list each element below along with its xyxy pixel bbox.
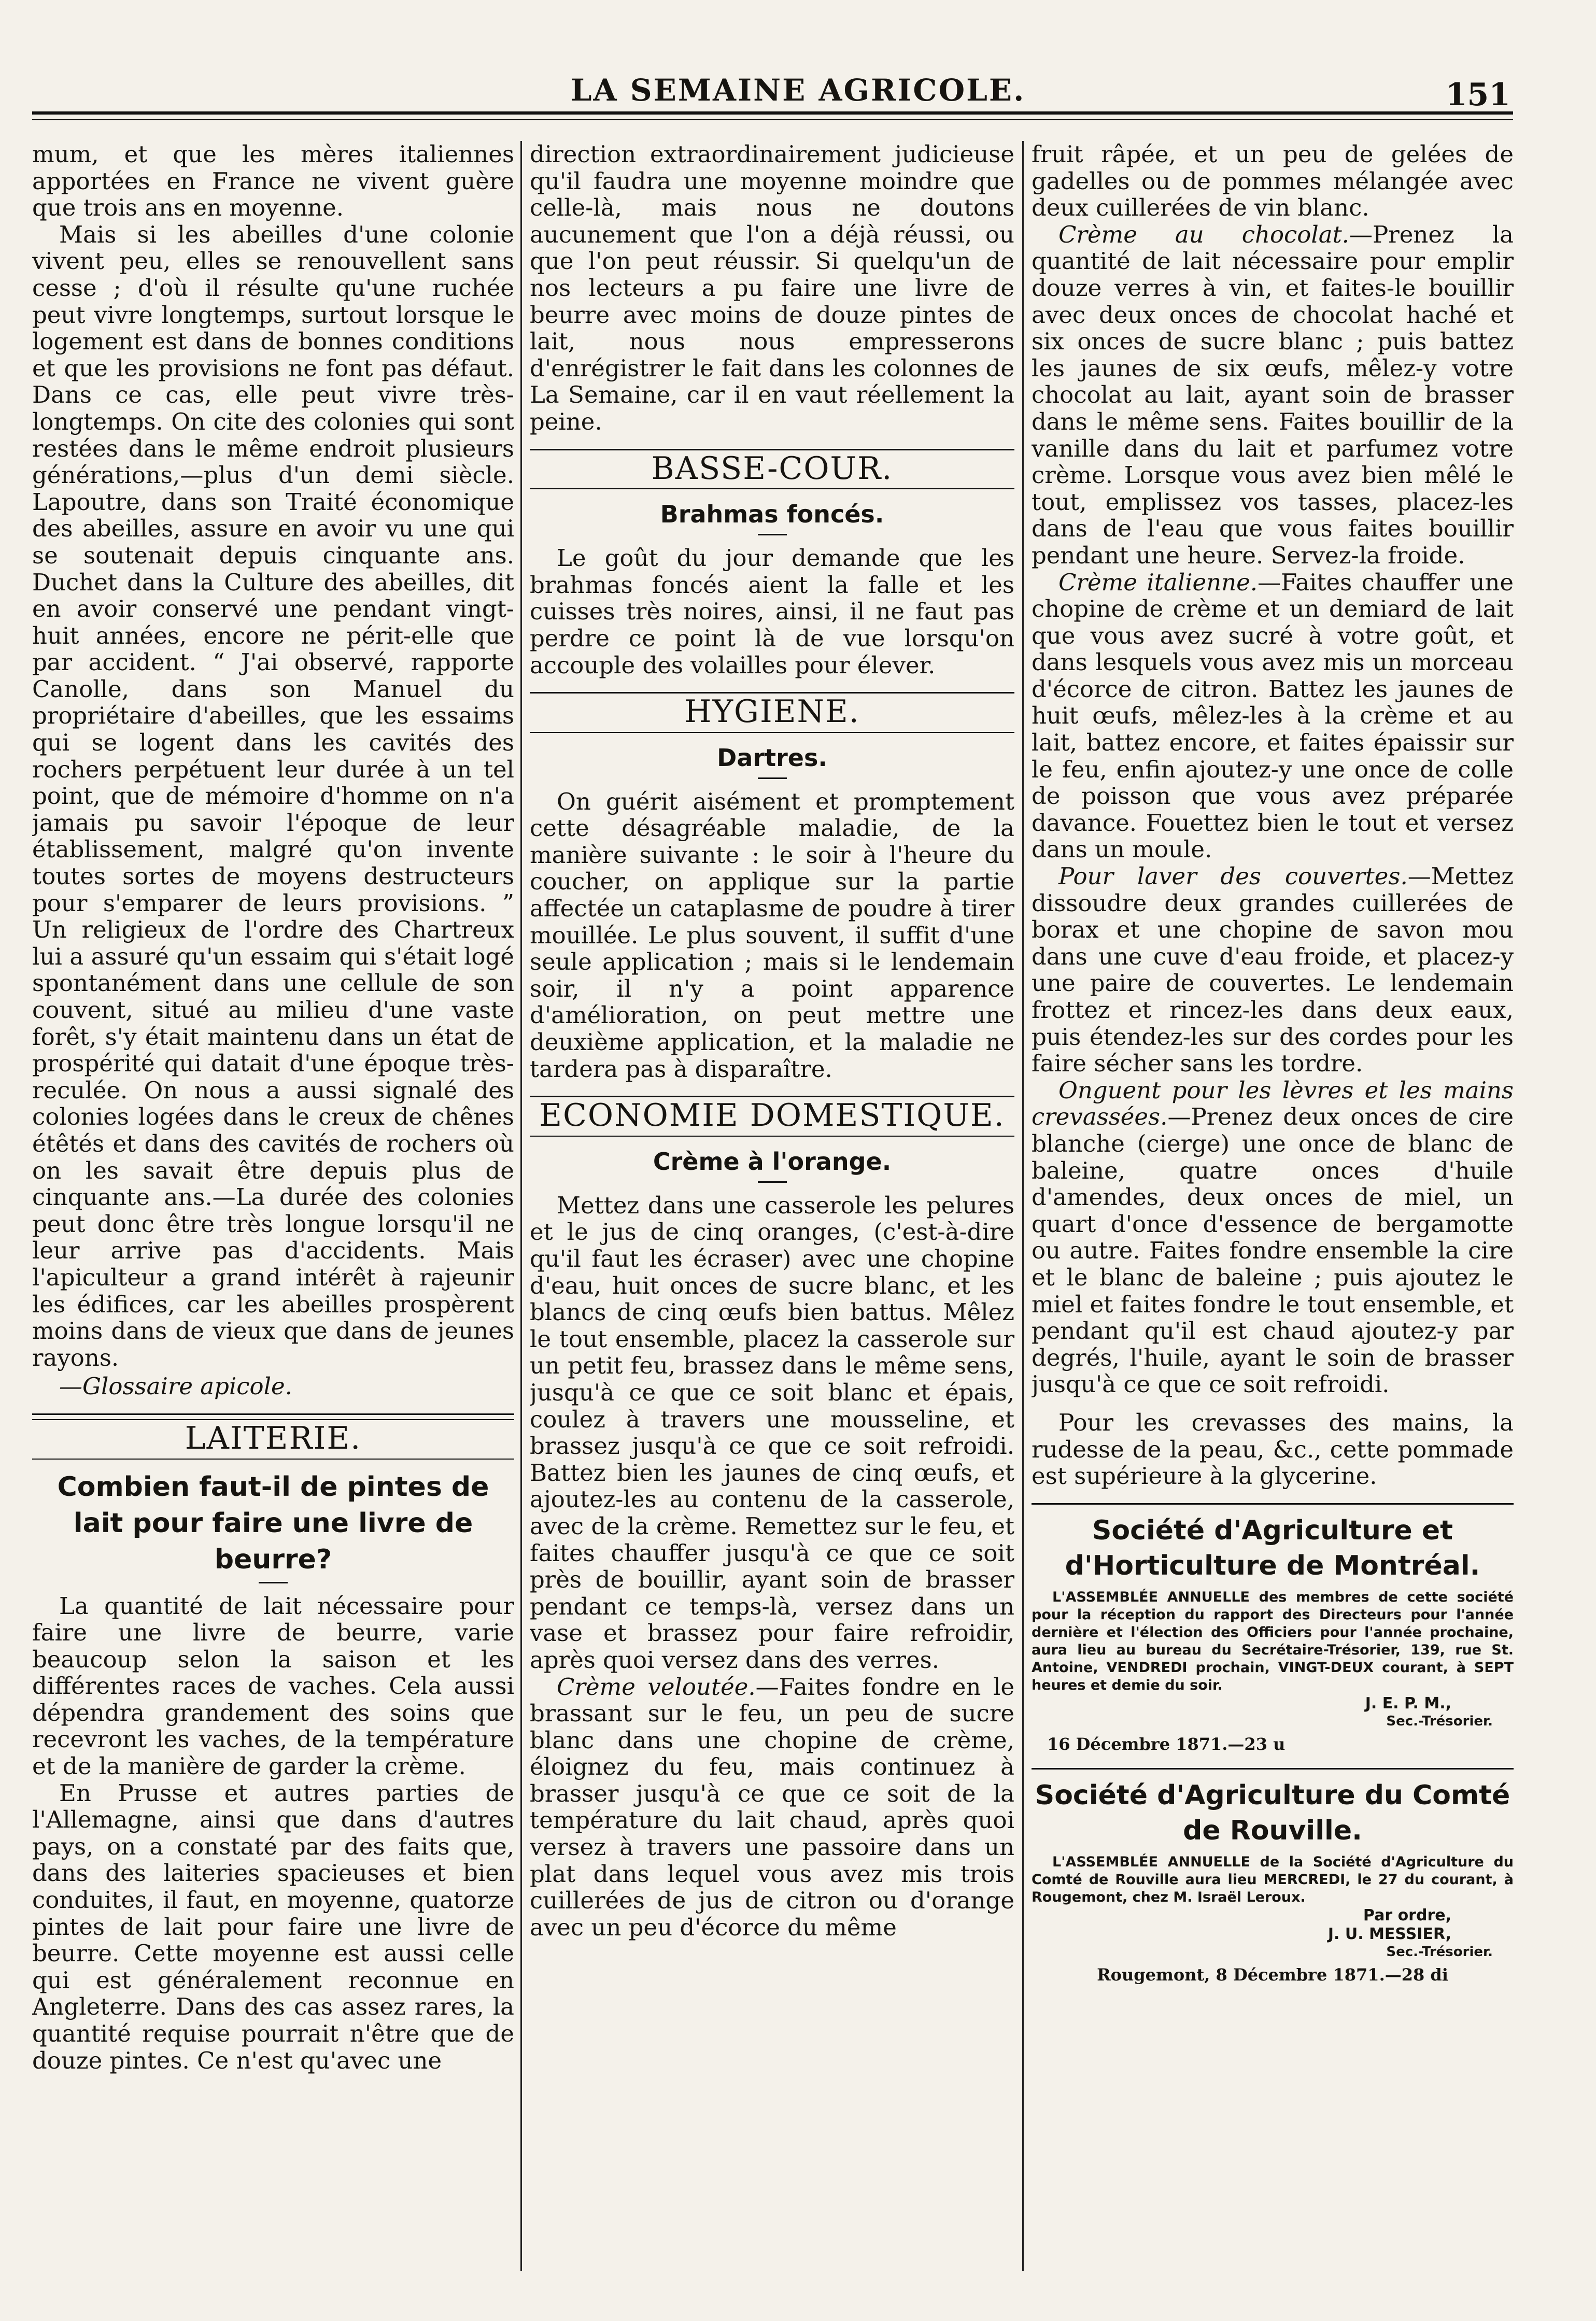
notice-body: L'ASSEMBLÉE ANNUELLE de la Société d'Agriculture du Comté de Rouville aura lieu MERCREDI, le 27 du courant, à Rougemont, chez M. Israël Leroux. (1032, 1853, 1514, 1905)
paragraph: Mettez dans une casserole les pelures et le jus de cinq oranges, (c'est-à-dire qu'il faut les écraser) avec une chopine d'eau, huit onces de sucre blanc, et les blancs de cinq œufs bien battus. Mêlez le tout ensemble, placez la casserole sur un petit feu, brassez dans le même sens, jusqu'à ce que ce soit blanc et épais, coulez à travers une mousseline, et brassez jusqu'à ce que ce soit refroidi. Battez bien les jaunes de cinq œufs, et ajoutez-les au contenu de la casserole, avec de la crème. Remettez sur le feu, et faites chauffer jusqu'à ce que ce soit près de bouillir, ayant soin de brasser pendant ce temps-là, versez dans un vase et brassez pour faire refroidir, après quoi versez dans des verres. (530, 1191, 1014, 1674)
section-title-rule (530, 1136, 1014, 1137)
notice-divider (1032, 1503, 1514, 1505)
recipe-name: Pour laver des couvertes. (1058, 862, 1408, 890)
notice-signature-name: J. U. MESSIER, (1327, 1924, 1451, 1943)
notice-title: Société d'Agriculture et d'Horticulture de Montréal. (1065, 1515, 1480, 1581)
paragraph: mum, et que les mères italiennes apportées en France ne vivent guère que trois ans en moyenne. (32, 141, 514, 222)
article-title: Brahmas foncés. (660, 500, 884, 529)
notice-divider (1032, 1768, 1514, 1770)
masthead: LA SEMAINE AGRICOLE. (570, 73, 1026, 108)
header-rule-thin (32, 119, 1513, 120)
paragraph (530, 1674, 1014, 1941)
section-divider (32, 1413, 514, 1420)
recipe-name: Crème au chocolat. (1058, 220, 1349, 248)
recipe-text: —Prenez deux onces de cire blanche (cierge) une once de blanc de baleine, quatre onces d'huile d'amendes, deux onces de miel, un quart d'once d'essence de bergamotte ou autre. Faites fondre ensemble la cire et le blanc de baleine ; puis ajoutez le miel et faites fondre le tout ensemble, et pendant qu'il est chaud ajoutez-y par degrés, l'huile, ayant le soin de brasser jusqu'à ce que ce soit refroidi. (1032, 1103, 1514, 1398)
paragraph: fruit râpée, et un peu de gelées de gadelles ou de pommes mélangée avec deux cuillerées de vin blanc. (1032, 141, 1514, 222)
recipe-text: —Prenez la quantité de lait nécessaire pour emplir douze verres à vin, et faites-le bouillir avec deux onces de chocolat haché et six onces de sucre blanc ; puis battez les jaunes de six œufs, mêlez-y votre chocolat au lait, ayant soin de brasser dans le même sens. Faites bouillir de la vanille dans du lait et parfumez votre crème. Lorsque vous avez bien mêlé le tout, emplissez vos tasses, placez-les dans de l'eau que vous faites bouillir pendant une heure. Servez-la froide. (1032, 220, 1514, 569)
notice-montreal (1032, 1513, 1514, 1754)
column-divider (1022, 141, 1024, 2271)
recipe-text: —Faites chauffer une chopine de crème et un demiard de lait que vous avez sucré à votre goût, et dans lesquels vous avez mis un morceau d'écorce de citron. Battez les jaunes de huit œufs, mêlez-les à la crème et au lait, battez encore, et faites épaissir sur le feu, enfin ajoutez-y une once de colle de poisson que vous avez préparée davance. Fouettez bien le tout et versez dans un moule. (1032, 568, 1514, 864)
page-number: 151 (1445, 77, 1510, 113)
column-1 (32, 141, 514, 2292)
notice-title: Société d'Agriculture du Comté de Rouville. (1035, 1779, 1510, 1846)
column-3 (1032, 141, 1514, 2292)
recipe-text: —Faites fondre en le brassant sur le feu, un peu de sucre blanc dans une chopine de crème, éloignez du feu, mais continuez à brasser jusqu'à ce que ce soit de la température du lait chaud, après quoi versez à travers une passoire dans un plat dans lequel vous avez mis trois cuillerées de jus de citron ou d'orange avec un peu d'écorce du même (530, 1673, 1014, 1941)
column-divider (520, 141, 522, 2271)
section-title-rule (32, 1459, 514, 1460)
paragraph: La quantité de lait nécessaire pour faire une livre de beurre, varie beaucoup selon la saison et les différentes races de vaches. Cela aussi dépendra grandement des soins que recevront les vaches, de la température et de la manière de garder la crème. (32, 1592, 514, 1780)
title-dash (259, 1582, 288, 1583)
paragraph (1032, 863, 1514, 1077)
paragraph: Mais si les abeilles d'une colonie vivent peu, elles se renouvellent sans cesse ; d'où il résulte qu'une ruchée peut vivre longtemps, surtout lorsque le logement est dans de bonnes conditions et que les provisions ne font pas défaut. Dans ce cas, elle peut vivre très-longtemps. On cite des colonies qui sont restées dans le même endroit plusieurs générations,—plus d'un demi siècle. Lapoutre, dans son Traité économique des abeilles, assure en avoir vu une qui se soutenait depuis cinquante ans. Duchet dans la Culture des abeilles, dit en avoir conservé une pendant vingt-huit années, encore ne périt-elle que par accident. “ J'ai observé, rapporte Canolle, dans son Manuel du propriétaire d'abeilles, que les essaims qui se logent dans les cavités des rochers perpétuent leur durée à un tel point, que de mémoire d'homme on n'a jamais pu savoir l'époque de leur établissement, malgré qu'on invente toutes sortes de moyens destructeurs pour s'emparer de leurs provisions. ” Un religieux de l'ordre des Chartreux lui a assuré qu'un essaim qui s'était logé spontanément dans une cellule de son couvent, situé au milieu d'une vaste forêt, s'y était maintenu dans un état de prospérité qui datait d'une époque très-reculée. On nous a aussi signalé des colonies logées dans le creux de chênes étêtés et dans des cavités de rochers où on les savait être depuis plus de cinquante ans.—La durée des colonies peut donc être très longue lorsqu'il ne leur arrive pas d'accidents. Mais l'apiculteur a grand intérêt à rajeunir les édifices, car les abeilles prospèrent moins dans de vieux que dans de jeunes rayons. (32, 220, 514, 1371)
attribution: —Glossaire apicole. (59, 1372, 292, 1400)
section-title-rule (530, 488, 1014, 489)
paragraph (1032, 569, 1514, 864)
paragraph: Pour les crevasses des mains, la rudesse de la peau, &c., cette pommade est supérieure à la glycerine. (1032, 1408, 1514, 1490)
recipe-name: Crème veloutée. (557, 1673, 756, 1701)
recipe-name: Onguent pour les lèvres et les mains crevassées. (1032, 1076, 1514, 1131)
section-title-basse-cour: BASSE-COUR. (651, 450, 893, 487)
section-title-economie: ECONOMIE DOMESTIQUE. (539, 1097, 1005, 1134)
article-title: Crème à l'orange. (653, 1147, 892, 1176)
paragraph: direction extraordinairement judicieuse qu'il faudra une moyenne moindre que celle-là, mais nous ne doutons aucunement que l'on a déjà réussi, ou que l'on peut réussir. Si quelqu'un de nos lecteurs a pu faire une livre de beurre avec moins de douze pintes de lait, nous nous empresserons d'enrégistrer le fait dans les colonnes de La Semaine, car il en vaut réellement la peine. (530, 141, 1014, 435)
title-dash (758, 777, 787, 779)
section-title-rule (530, 732, 1014, 733)
paragraph: En Prusse et autres parties de l'Allemagne, ainsi que dans d'autres pays, on a constaté par des faits que, dans des laiteries spacieuses et bien conduites, il faut, en moyenne, quatorze pintes de lait pour faire une livre de beurre. Cette moyenne est aussi celle qui est généralement reconnue en Angleterre. Dans des cas assez rares, la quantité requise pourrait n'être que de douze pintes. Ce n'est qu'avec une (32, 1779, 514, 2074)
notice-date: Rougemont, 8 Décembre 1871.—28 di (1097, 1964, 1448, 1985)
paragraph (1032, 221, 1514, 569)
column-2 (530, 141, 1014, 2292)
paragraph (1032, 1077, 1514, 1398)
notice-date: 16 Décembre 1871.—23 u (1047, 1734, 1286, 1754)
notice-body: L'ASSEMBLÉE ANNUELLE des membres de cette société pour la réception du rapport des Directeurs pour l'année dernière et l'élection des Officiers pour l'année prochaine, aura lieu au bureau du Secrétaire-Trésorier, 139, rue St. Antoine, VENDREDI prochain, VINGT-DEUX courant, à SEPT heures et demie du soir. (1032, 1589, 1514, 1693)
recipe-text: —Mettez dissoudre deux grandes cuillerées de borax et une chopine de savon mou dans une cuve d'eau froide, et placez-y une paire de couvertes. Le lendemain frottez et rincez-les dans deux eaux, puis étendez-les sur des cordes pour les faire sécher sans les tordre. (1032, 862, 1514, 1078)
notice-signature: J. E. P. M., (1365, 1694, 1451, 1713)
paragraph: On guérit aisément et promptement cette désagréable maladie, de la manière suivante : le soir à l'heure du coucher, on applique sur la partie affectée un cataplasme de poudre à tirer mouillée. Le plus souvent, il suffit d'une seule application ; mais si le lendemain soir, il n'y a point apparence d'amélioration, on peut mettre une deuxième application, et la maladie ne tardera pas à disparaître. (530, 787, 1014, 1083)
title-dash (758, 534, 787, 535)
notice-signature: Par ordre, (1363, 1906, 1451, 1924)
notice-rouville (1032, 1778, 1514, 1985)
article-title: Dartres. (717, 743, 827, 772)
article-title: Combien faut-il de pintes de lait pour faire une livre de beurre? (57, 1471, 489, 1575)
notice-signature-title: Sec.-Trésorier. (1386, 1713, 1493, 1729)
header-rule (32, 111, 1513, 115)
notice-signature-title: Sec.-Trésorier. (1386, 1944, 1493, 1960)
recipe-name: Crème italienne. (1058, 568, 1258, 596)
title-dash (758, 1181, 787, 1183)
section-title-laiterie: LAITERIE. (185, 1420, 362, 1456)
section-title-hygiene: HYGIENE. (684, 694, 860, 730)
running-head (0, 0, 1596, 135)
paragraph: Le goût du jour demande que les brahmas foncés aient la falle et les cuisses très noires, ainsi, il ne faut pas perdre ce point là de vue lorsqu'on accouple des volailles pour élever. (530, 544, 1014, 679)
